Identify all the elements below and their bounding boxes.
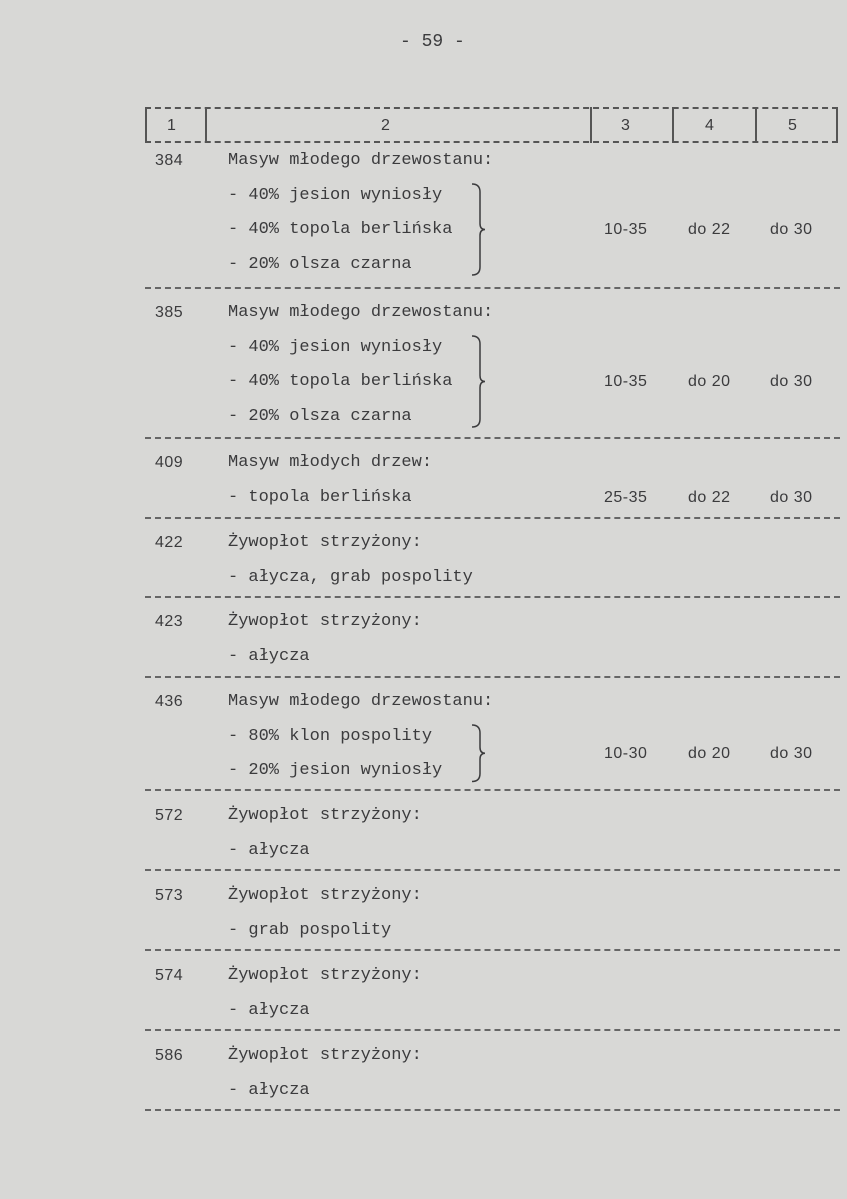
row-number: 574 (155, 967, 184, 984)
row-separator (145, 949, 840, 951)
row-title: Żywopłot strzyżony: (228, 886, 422, 905)
row-item: - 40% jesion wyniosły (228, 185, 443, 205)
brace-icon (468, 182, 488, 277)
row-item: - ałycza (228, 840, 310, 860)
row-number: 384 (155, 152, 184, 169)
row-separator (145, 789, 840, 791)
row-item: - ałycza (228, 1000, 310, 1020)
row-number: 573 (155, 887, 184, 904)
row-separator (145, 517, 840, 519)
header-col-4: 4 (705, 117, 714, 134)
row-item: - ałycza (228, 1080, 310, 1100)
header-col-1: 1 (167, 117, 176, 134)
header-col-3: 3 (621, 117, 630, 134)
row-number: 385 (155, 304, 184, 321)
row-title: Masyw młodego drzewostanu: (228, 303, 494, 322)
col4-value: do 20 (688, 373, 731, 390)
row-item: - 40% topola berlińska (228, 220, 453, 239)
row-title: Masyw młodych drzew: (228, 453, 433, 472)
row-item: - 20% olsza czarna (228, 406, 412, 426)
row-item: - 40% topola berlińska (228, 372, 453, 391)
row-title: Żywopłot strzyżony: (228, 1046, 422, 1065)
row-title: Żywopłot strzyżony: (228, 806, 422, 825)
divider (755, 107, 757, 143)
row-item: - grab pospolity (228, 920, 392, 940)
divider (205, 107, 207, 143)
row-number: 586 (155, 1047, 184, 1064)
row-item: - 20% jesion wyniosły (228, 761, 443, 780)
brace-icon (468, 334, 488, 429)
row-separator (145, 596, 840, 598)
row-separator (145, 1109, 840, 1111)
col4-value: do 22 (688, 221, 731, 238)
table-header (145, 107, 838, 143)
row-item: - ałycza (228, 646, 310, 666)
col4-value: do 22 (688, 488, 731, 506)
page-number: - 59 - (400, 32, 465, 52)
col3-value: 25-35 (604, 488, 648, 506)
header-col-2: 2 (381, 117, 390, 134)
col3-value: 10-30 (604, 744, 648, 762)
row-title: Żywopłot strzyżony: (228, 612, 422, 631)
col5-value: do 30 (770, 488, 813, 506)
divider (672, 107, 674, 143)
col4-value: do 20 (688, 744, 731, 762)
row-number: 423 (155, 613, 184, 630)
row-separator (145, 1029, 840, 1031)
divider (145, 107, 147, 143)
row-item: - 40% jesion wyniosły (228, 337, 443, 357)
row-item: - ałycza, grab pospolity (228, 567, 473, 587)
row-separator (145, 287, 840, 289)
col5-value: do 30 (770, 221, 813, 238)
row-title: Żywopłot strzyżony: (228, 533, 422, 552)
row-item: - topola berlińska (228, 487, 412, 507)
col5-value: do 30 (770, 744, 813, 762)
divider (836, 107, 838, 143)
col3-value: 10-35 (604, 221, 648, 238)
row-separator (145, 437, 840, 439)
row-number: 572 (155, 807, 184, 824)
row-number: 409 (155, 454, 184, 471)
row-title: Żywopłot strzyżony: (228, 966, 422, 985)
brace-icon (468, 723, 488, 784)
header-col-5: 5 (788, 117, 797, 134)
row-title: Masyw młodego drzewostanu: (228, 151, 494, 170)
col3-value: 10-35 (604, 373, 648, 390)
row-separator (145, 676, 840, 678)
row-item: - 20% olsza czarna (228, 254, 412, 274)
row-separator (145, 869, 840, 871)
divider (590, 107, 592, 143)
row-number: 436 (155, 693, 184, 710)
row-item: - 80% klon pospolity (228, 726, 433, 746)
row-title: Masyw młodego drzewostanu: (228, 692, 494, 711)
row-number: 422 (155, 534, 184, 551)
col5-value: do 30 (770, 373, 813, 390)
